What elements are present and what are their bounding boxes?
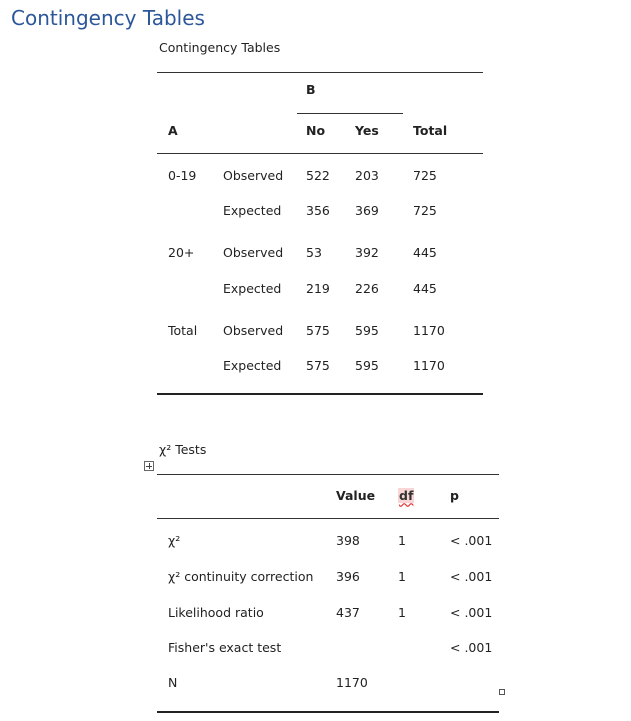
test-label: Fisher's exact test (168, 640, 282, 655)
table-cell: < .001 (450, 533, 493, 548)
table-cell: 1 (398, 605, 406, 620)
table-cell: 1 (398, 533, 406, 548)
tests-top-rule (157, 474, 499, 475)
spelling-flag[interactable]: df (399, 488, 414, 503)
group-underline (297, 113, 403, 114)
table-cell: 1170 (413, 358, 445, 373)
table-cell: 1170 (336, 675, 368, 690)
plus-square-icon[interactable] (144, 461, 154, 471)
column-group-header: B (306, 82, 316, 97)
table-cell: 398 (336, 533, 360, 548)
table-cell: 53 (306, 245, 322, 260)
table-cell: 445 (413, 245, 437, 260)
table-cell: 725 (413, 168, 437, 183)
table-cell: 595 (355, 323, 379, 338)
table-cell: 356 (306, 203, 330, 218)
column-header-value: Value (336, 488, 376, 503)
column-header-yes: Yes (355, 123, 379, 138)
row-group-label: Total (168, 323, 198, 338)
test-label: Likelihood ratio (168, 605, 264, 620)
table-cell: 595 (355, 358, 379, 373)
column-header-total: Total (413, 123, 448, 138)
table-cell: 1170 (413, 323, 445, 338)
expected-label: Expected (223, 281, 282, 296)
table-cell: 437 (336, 605, 360, 620)
observed-label: Observed (223, 245, 284, 260)
test-label: χ² (168, 533, 181, 548)
table-cell: 219 (306, 281, 330, 296)
table-cell: 1 (398, 569, 406, 584)
table-cell: 392 (355, 245, 379, 260)
table-cell: 725 (413, 203, 437, 218)
page-heading: Contingency Tables (11, 6, 205, 30)
tests-table-title: χ² Tests (159, 442, 207, 457)
observed-label: Observed (223, 168, 284, 183)
column-header-no: No (306, 123, 326, 138)
row-group-label: 20+ (168, 245, 195, 260)
table-cell: < .001 (450, 569, 493, 584)
table-bottom-rule (157, 393, 483, 395)
tests-bottom-rule (157, 711, 499, 713)
table-cell: 575 (306, 323, 330, 338)
expected-label: Expected (223, 203, 282, 218)
column-header-df (398, 488, 414, 503)
tests-header-rule (157, 518, 499, 519)
expected-label: Expected (223, 358, 282, 373)
table-cell: 226 (355, 281, 379, 296)
row-variable-header: A (168, 123, 178, 138)
table-cell: 369 (355, 203, 379, 218)
header-rule (157, 153, 483, 154)
table-cell: 203 (355, 168, 379, 183)
row-group-label: 0-19 (168, 168, 197, 183)
table-cell: 575 (306, 358, 330, 373)
square-icon[interactable] (499, 689, 505, 695)
table-cell: 522 (306, 168, 330, 183)
table-top-rule (157, 72, 483, 73)
observed-label: Observed (223, 323, 284, 338)
table-cell: < .001 (450, 605, 493, 620)
table-cell: 445 (413, 281, 437, 296)
table-cell: 396 (336, 569, 360, 584)
table-cell: < .001 (450, 640, 493, 655)
test-label: χ² continuity correction (168, 569, 314, 584)
column-header-p: p (450, 488, 459, 503)
test-label: N (168, 675, 178, 690)
contingency-table-title: Contingency Tables (159, 40, 281, 55)
